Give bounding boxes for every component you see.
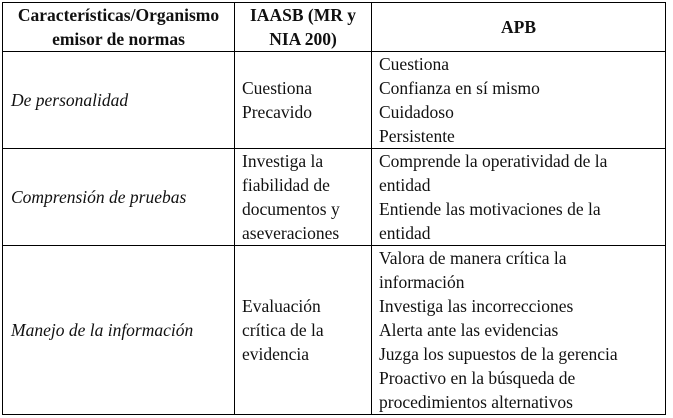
iaasb-line: Cuestiona [242,78,312,98]
apb-line: procedimientos alternativos [379,392,573,412]
apb-line: Proactivo en la búsqueda de [379,368,576,388]
characteristic-label: De personalidad [11,90,129,110]
table-row [3,149,666,246]
iaasb-line: fiabilidad de [242,175,330,195]
iaasb-cell [235,149,372,246]
header-text: APB [501,17,536,37]
characteristic-label: Comprensión de pruebas [11,187,187,207]
header-iaasb [235,3,372,52]
iaasb-line: Investiga la [242,151,324,171]
header-characteristics [3,3,235,52]
iaasb-line: documentos y [242,199,340,219]
comparison-table [2,2,666,415]
iaasb-line: Evaluación [242,296,321,316]
iaasb-line: Precavido [242,102,312,122]
iaasb-line: aseveraciones [242,223,340,243]
header-text: Características/Organismo [17,5,220,25]
apb-line: entidad [379,175,431,195]
header-apb [372,3,666,52]
iaasb-line: evidencia [242,344,310,364]
apb-cell [372,246,666,415]
characteristic-cell [3,149,235,246]
table-row [3,246,666,415]
apb-line: Investiga las incorrecciones [379,296,574,316]
apb-line: información [379,272,465,292]
iaasb-cell [235,52,372,149]
apb-line: Alerta ante las evidencias [379,320,559,340]
header-row [3,3,666,52]
apb-line: Entiende las motivaciones de la [379,199,601,219]
header-text: emisor de normas [52,29,185,49]
apb-line: Persistente [379,126,455,146]
apb-line: Comprende la operatividad de la [379,151,608,171]
apb-cell [372,52,666,149]
apb-line: entidad [379,223,431,243]
iaasb-cell [235,246,372,415]
characteristic-cell [3,52,235,149]
header-text: NIA 200) [269,29,337,49]
table-row [3,52,666,149]
characteristic-cell [3,246,235,415]
iaasb-line: crítica de la [242,320,324,340]
header-text: IAASB (MR y [250,5,356,25]
apb-line: Valora de manera crítica la [379,248,567,268]
apb-line: Cuestiona [379,54,449,74]
apb-line: Juzga los supuestos de la gerencia [379,344,618,364]
apb-line: Cuidadoso [379,102,454,122]
apb-line: Confianza en sí mismo [379,78,540,98]
apb-cell [372,149,666,246]
characteristic-label: Manejo de la información [11,320,194,340]
